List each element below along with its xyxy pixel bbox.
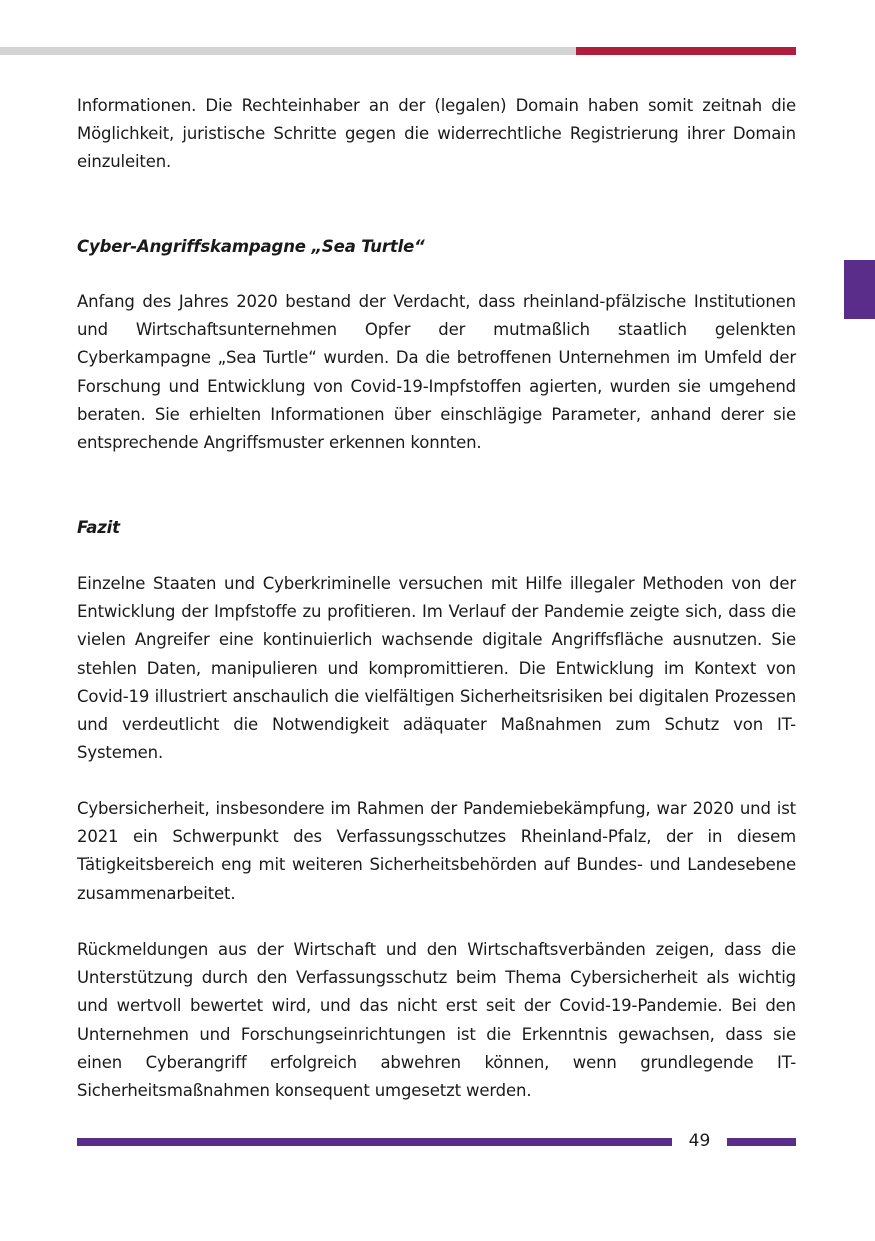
chapter-side-tab [844,260,875,319]
paragraph-fazit-2: Cybersicherheit, insbesondere im Rahmen der Pandemiebekämpfung, war 2020 und ist 2021 ein Schwerpunkt des Verfassungsschutzes Rheinland-Pfalz, der in diesem Tätigkeitsbereich eng mit weiteren Sicherheitsbehörden auf Bundes- und Landesebene zusammenarbeitet. [77,799,796,903]
footer-rule-left [77,1138,672,1146]
paragraph-sea-turtle: Anfang des Jahres 2020 bestand der Verdacht, dass rheinland-pfälzische Institutionen und Wirtschaftsunternehmen Opfer der mutmaßlich staatlich gelenkten Cyberkampagne „Sea Turtle“ wurden. Da die betroffenen Unternehmen im Umfeld der Forschung und Entwicklung von Covid-19-Impfstoffen agierten, wurden sie umgehend beraten. Sie erhielten Informationen über einschlägige Parameter, anhand derer sie entsprechende Angriffsmuster erkennen konnten. [77,292,796,453]
paragraph-intro: Informationen. Die Rechteinhaber an der (legalen) Domain haben somit zeitnah die Möglichkeit, juristische Schritte gegen die widerrechtliche Registrierung ihrer Domain einzuleiten. [77,96,796,172]
section-heading-sea-turtle: Cyber-Angriffskampagne „Sea Turtle“ [77,237,425,256]
page-number: 49 [688,1131,711,1151]
header-rule-gray [0,47,576,55]
footer-rule-right [727,1138,796,1146]
section-heading-fazit: Fazit [77,518,120,537]
paragraph-fazit-3: Rückmeldungen aus der Wirtschaft und den Wirtschaftsverbänden zeigen, dass die Unterstützung durch den Verfassungsschutz beim Thema Cybersicherheit als wichtig und wertvoll bewertet wird, und das nicht erst seit der Covid-19-Pandemie. Bei den Unternehmen und Forschungseinrichtungen ist die Erkenntnis gewachsen, dass sie einen Cyberangriff erfolgreich abwehren können, wenn grundlegende IT-Sicherheitsmaßnahmen konsequent umgesetzt werden. [77,940,796,1101]
paragraph-fazit-1: Einzelne Staaten und Cyberkriminelle versuchen mit Hilfe illegaler Methoden von der Entwicklung der Impfstoffe zu profitieren. Im Verlauf der Pandemie zeigte sich, dass die vielen Angreifer eine kontinuierlich wachsende digitale Angriffsfläche ausnutzen. Sie stehlen Daten, manipulieren und kompromittieren. Die Entwicklung im Kontext von Covid-19 illustriert anschaulich die vielfältigen Sicherheitsrisiken bei digitalen Prozessen und verdeutlicht die Notwendigkeit adäquater Maßnahmen zum Schutz von IT-Systemen. [77,574,796,763]
header-rule-accent [576,47,796,55]
